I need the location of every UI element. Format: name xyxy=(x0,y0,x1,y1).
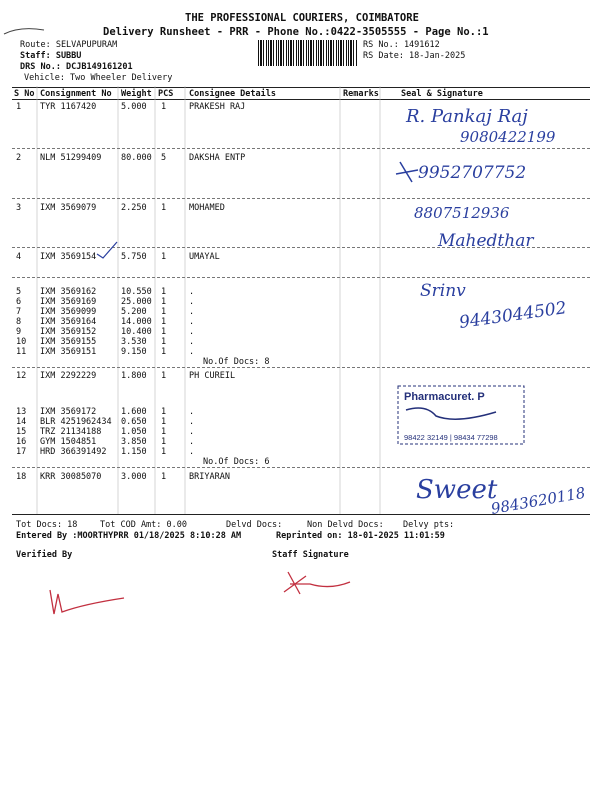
row-sno: 13 xyxy=(16,407,27,417)
row-pcs: 1 xyxy=(161,287,167,297)
row-sno: 7 xyxy=(16,307,22,317)
col-seal: Seal & Signature xyxy=(401,89,483,99)
row-consignment: IXM 2292229 xyxy=(40,371,97,381)
rs-number: RS No.: 1491612 xyxy=(363,40,440,50)
reprinted-on: Reprinted on: 18-01-2025 11:01:59 xyxy=(276,531,445,541)
row-pcs: 1 xyxy=(161,327,167,337)
row-consignment: TYR 1167420 xyxy=(40,102,97,112)
col-consignment: Consignment No xyxy=(40,89,112,99)
delivery-points: Delvy pts: xyxy=(403,520,455,530)
row-sno: 6 xyxy=(16,297,22,307)
scribble-mark xyxy=(0,24,50,40)
row-sno: 2 xyxy=(16,153,22,163)
total-docs: Tot Docs: 18 xyxy=(16,520,78,530)
row-sno: 17 xyxy=(16,447,27,457)
verified-by-label: Verified By xyxy=(16,550,73,560)
company-name: THE PROFESSIONAL COURIERS, COIMBATORE xyxy=(185,12,419,24)
handwritten-signature-4 xyxy=(410,272,590,342)
row-consignee: . xyxy=(189,327,195,337)
col-consignee: Consignee Details xyxy=(189,89,276,99)
delivered-docs: Delvd Docs: xyxy=(226,520,283,530)
row-divider xyxy=(12,148,590,149)
svg-text:Mahedthar: Mahedthar xyxy=(438,231,534,251)
row-weight: 5.000 xyxy=(121,102,147,112)
col-pcs: PCS xyxy=(158,89,174,99)
row-consignee: . xyxy=(189,347,195,357)
col-sno: S No xyxy=(14,89,35,99)
row-pcs: 1 xyxy=(161,252,167,262)
row-pcs: 1 xyxy=(161,427,167,437)
row-sno: 10 xyxy=(16,337,27,347)
row-pcs: 1 xyxy=(161,407,167,417)
handwritten-signature-1 xyxy=(400,100,590,148)
row-pcs: 5 xyxy=(161,153,167,163)
row-consignment: HRD 366391492 xyxy=(40,447,107,457)
row-sno: 18 xyxy=(16,472,27,482)
row-weight: 0.650 xyxy=(121,417,147,427)
row-pcs: 1 xyxy=(161,371,167,381)
row-pcs: 1 xyxy=(161,437,167,447)
pharmacy-stamp xyxy=(396,384,526,446)
row-consignment: IXM 3569152 xyxy=(40,327,97,337)
rs-date: RS Date: 18-Jan-2025 xyxy=(363,51,466,61)
row-pcs: 1 xyxy=(161,447,167,457)
row-sno: 16 xyxy=(16,437,27,447)
row-consignment: IXM 3569155 xyxy=(40,337,97,347)
row-consignee: . xyxy=(189,427,195,437)
row-consignment: IXM 3569151 xyxy=(40,347,97,357)
row-divider xyxy=(12,367,590,368)
row-weight: 9.150 xyxy=(121,347,147,357)
row-weight: 2.250 xyxy=(121,203,147,213)
row-consignee: . xyxy=(189,307,195,317)
row-weight: 1.150 xyxy=(121,447,147,457)
svg-text:9443044502: 9443044502 xyxy=(457,298,568,333)
row-consignment: BLR 4251962434 xyxy=(40,417,112,427)
group-doc-count: No.Of Docs: 6 xyxy=(203,457,270,467)
row-consignment: IXM 3569099 xyxy=(40,307,97,317)
row-consignee: . xyxy=(189,337,195,347)
row-sno: 14 xyxy=(16,417,27,427)
row-pcs: 1 xyxy=(161,307,167,317)
svg-text:R. Pankaj Raj: R. Pankaj Raj xyxy=(406,106,528,127)
row-pcs: 1 xyxy=(161,417,167,427)
row-weight: 1.800 xyxy=(121,371,147,381)
svg-text:Pharmacuret. P: Pharmacuret. P xyxy=(404,391,485,403)
row-consignee: . xyxy=(189,297,195,307)
vehicle-label: Vehicle: Two Wheeler Delivery xyxy=(24,73,173,83)
row-sno: 4 xyxy=(16,252,22,262)
row-weight: 10.550 xyxy=(121,287,152,297)
row-consignment: IXM 3569162 xyxy=(40,287,97,297)
row-consignee: . xyxy=(189,287,195,297)
row-pcs: 1 xyxy=(161,203,167,213)
row-consignment: IXM 3569154 xyxy=(40,252,97,262)
row-consignee: MOHAMED xyxy=(189,203,225,213)
row-consignee: . xyxy=(189,437,195,447)
row-weight: 1.050 xyxy=(121,427,147,437)
row-sno: 9 xyxy=(16,327,22,337)
svg-text:Srinv: Srinv xyxy=(420,281,466,301)
row-consignment: NLM 51299409 xyxy=(40,153,102,163)
row-sno: 8 xyxy=(16,317,22,327)
row-consignee: DAKSHA ENTP xyxy=(189,153,246,163)
row-consignment: GYM 1504851 xyxy=(40,437,97,447)
row-consignee: BRIYARAN xyxy=(189,472,230,482)
row-sno: 5 xyxy=(16,287,22,297)
svg-text:Sweet: Sweet xyxy=(416,475,498,505)
row-weight: 80.000 xyxy=(121,153,152,163)
row-pcs: 1 xyxy=(161,347,167,357)
svg-text:9952707752: 9952707752 xyxy=(418,163,527,183)
row-sno: 1 xyxy=(16,102,22,112)
staff-signature-mark xyxy=(280,566,360,606)
row-consignment: IXM 3569169 xyxy=(40,297,97,307)
row-weight: 25.000 xyxy=(121,297,152,307)
handwritten-signature-3 xyxy=(410,198,580,258)
runsheet-title: Delivery Runsheet - PRR - Phone No.:0422-3505555 - Page No.:1 xyxy=(103,26,489,38)
svg-text:8807512936: 8807512936 xyxy=(414,204,510,222)
row-pcs: 1 xyxy=(161,297,167,307)
verifier-signature-mark xyxy=(44,584,134,624)
total-cod: Tot COD Amt: 0.00 xyxy=(100,520,187,530)
row-weight: 14.000 xyxy=(121,317,152,327)
row-consignee: UMAYAL xyxy=(189,252,220,262)
row-consignee: PH CUREIL xyxy=(189,371,236,381)
row-weight: 3.000 xyxy=(121,472,147,482)
row-weight: 10.400 xyxy=(121,327,152,337)
row-weight: 3.850 xyxy=(121,437,147,447)
row-pcs: 1 xyxy=(161,472,167,482)
barcode xyxy=(258,40,358,66)
row-weight: 3.530 xyxy=(121,337,147,347)
staff-signature-label: Staff Signature xyxy=(272,550,349,560)
handwritten-signature-2 xyxy=(392,152,562,188)
row-sno: 15 xyxy=(16,427,27,437)
row-sno: 12 xyxy=(16,371,27,381)
row-weight: 5.750 xyxy=(121,252,147,262)
non-delivered-docs: Non Delvd Docs: xyxy=(307,520,384,530)
col-remarks: Remarks xyxy=(343,89,379,99)
row-consignment: KRR 30085070 xyxy=(40,472,102,482)
handwritten-signature-5 xyxy=(408,462,593,522)
row-weight: 1.600 xyxy=(121,407,147,417)
row-sno: 11 xyxy=(16,347,27,357)
row-consignment: IXM 3569164 xyxy=(40,317,97,327)
group-doc-count: No.Of Docs: 8 xyxy=(203,357,270,367)
row-consignee: . xyxy=(189,407,195,417)
tick-mark xyxy=(95,238,125,260)
row-sno: 3 xyxy=(16,203,22,213)
row-consignment: TRZ 21134188 xyxy=(40,427,102,437)
row-consignee: . xyxy=(189,417,195,427)
row-consignee: PRAKESH RAJ xyxy=(189,102,246,112)
svg-text:98422 32149 | 98434 77298: 98422 32149 | 98434 77298 xyxy=(404,433,498,442)
row-consignment: IXM 3569079 xyxy=(40,203,97,213)
svg-text:9080422199: 9080422199 xyxy=(460,128,556,146)
row-pcs: 1 xyxy=(161,102,167,112)
svg-text:9843620118: 9843620118 xyxy=(489,483,587,518)
row-consignee: . xyxy=(189,447,195,457)
row-pcs: 1 xyxy=(161,337,167,347)
row-pcs: 1 xyxy=(161,317,167,327)
entered-by: Entered By :MOORTHYPRR 01/18/2025 8:10:28 AM xyxy=(16,531,242,541)
staff-label: Staff: SUBBU xyxy=(20,51,82,61)
row-consignee: . xyxy=(189,317,195,327)
row-weight: 5.200 xyxy=(121,307,147,317)
col-weight: Weight xyxy=(121,89,152,99)
row-consignment: IXM 3569172 xyxy=(40,407,97,417)
drs-number: DRS No.: DCJB149161201 xyxy=(20,62,133,72)
route-label: Route: SELVAPUPURAM xyxy=(20,40,118,50)
